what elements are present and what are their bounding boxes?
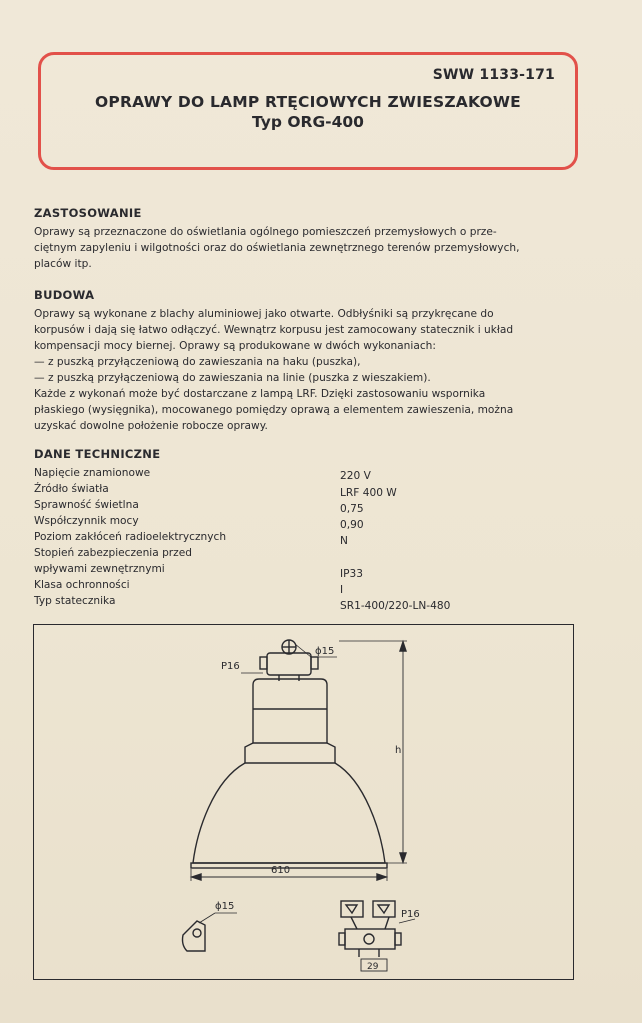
text-line: Oprawy są przeznaczone do oświetlania ogólnego pomieszczeń przemysłowych o prze- xyxy=(34,226,497,238)
label-phi15-detail: ϕ15 xyxy=(215,901,235,912)
junction-box-outline xyxy=(267,653,311,675)
spec-name: Typ statecznika xyxy=(34,595,116,607)
label-width-610: 610 xyxy=(271,865,291,876)
text-line: kompensacji mocy biernej. Oprawy są produkowane w dwóch wykonaniach: xyxy=(34,340,436,352)
text-line: ciętnym zapyleniu i wilgotności oraz do oświetlania zewnętrznego terenów przemysłowych, xyxy=(34,242,520,254)
spec-value: LRF 400 W xyxy=(340,487,397,499)
label-p16-detail: P16 xyxy=(401,909,420,920)
text-line: — z puszką przyłączeniową do zawieszania na haku (puszka), xyxy=(34,356,361,368)
heading-dane-techniczne: DANE TECHNICZNE xyxy=(34,447,161,461)
spec-value: I xyxy=(340,584,344,596)
text-line: Oprawy są wykonane z blachy aluminiowej jako otwarte. Odbłyśniki są przykręcane do xyxy=(34,308,494,320)
text-line: Każde z wykonań może być dostarczane z lampą LRF. Dzięki zastosowaniu wspornika xyxy=(34,388,486,400)
paragraph-zastosowanie xyxy=(34,224,579,272)
spec-value: 0,75 xyxy=(340,503,364,515)
spec-value: 220 V xyxy=(340,470,371,482)
spec-name: Napięcie znamionowe xyxy=(34,467,151,479)
text-line: płaskiego (wysięgnika), mocowanego pomiędzy oprawą a elementem zawieszenia, można xyxy=(34,404,514,416)
document-type-line: Typ ORG-400 xyxy=(252,113,364,131)
spec-name: Klasa ochronności xyxy=(34,579,130,591)
header-box xyxy=(38,52,578,170)
spec-name: Współczynnik mocy xyxy=(34,515,139,527)
label-phi15: ϕ15 xyxy=(315,646,335,657)
text-line: placów itp. xyxy=(34,258,92,270)
spec-value: N xyxy=(340,535,348,547)
spec-value: IP33 xyxy=(340,568,363,580)
technical-drawing-frame xyxy=(33,624,574,980)
label-p16: P16 xyxy=(221,661,240,672)
hanger-detail xyxy=(341,901,363,917)
heading-zastosowanie: ZASTOSOWANIE xyxy=(34,206,142,220)
spec-name: Sprawność świetlna xyxy=(34,499,139,511)
label-29: 29 xyxy=(367,962,379,972)
spec-value: 0,90 xyxy=(340,519,364,531)
standard-code: SWW 1133-171 xyxy=(432,67,555,83)
paragraph-budowa xyxy=(34,306,579,434)
text-line: korpusów i dają się łatwo odłączyć. Wewnątrz korpusu jest zamocowany statecznik i układ xyxy=(34,324,514,336)
document-title: OPRAWY DO LAMP RTĘCIOWYCH ZWIESZAKOWE xyxy=(95,93,521,111)
text-line: — z puszką przyłączeniową do zawieszania na linie (puszka z wieszakiem). xyxy=(34,372,431,384)
spec-name: Źródło światła xyxy=(34,483,109,495)
heading-budowa: BUDOWA xyxy=(34,288,95,302)
spec-name: Poziom zakłóceń radioelektrycznych xyxy=(34,531,227,543)
reflector-dome xyxy=(193,763,385,863)
text-line: uzyskać dowolne położenie robocze oprawy. xyxy=(34,420,268,432)
spec-value: SR1-400/220-LN-480 xyxy=(340,600,451,612)
spec-name: Stopień zabezpieczenia przed xyxy=(34,547,192,559)
spec-name: wpływami zewnętrznymi xyxy=(34,563,165,575)
ballast-housing xyxy=(253,679,327,743)
label-height: h xyxy=(395,745,402,756)
technical-drawing xyxy=(34,625,572,978)
